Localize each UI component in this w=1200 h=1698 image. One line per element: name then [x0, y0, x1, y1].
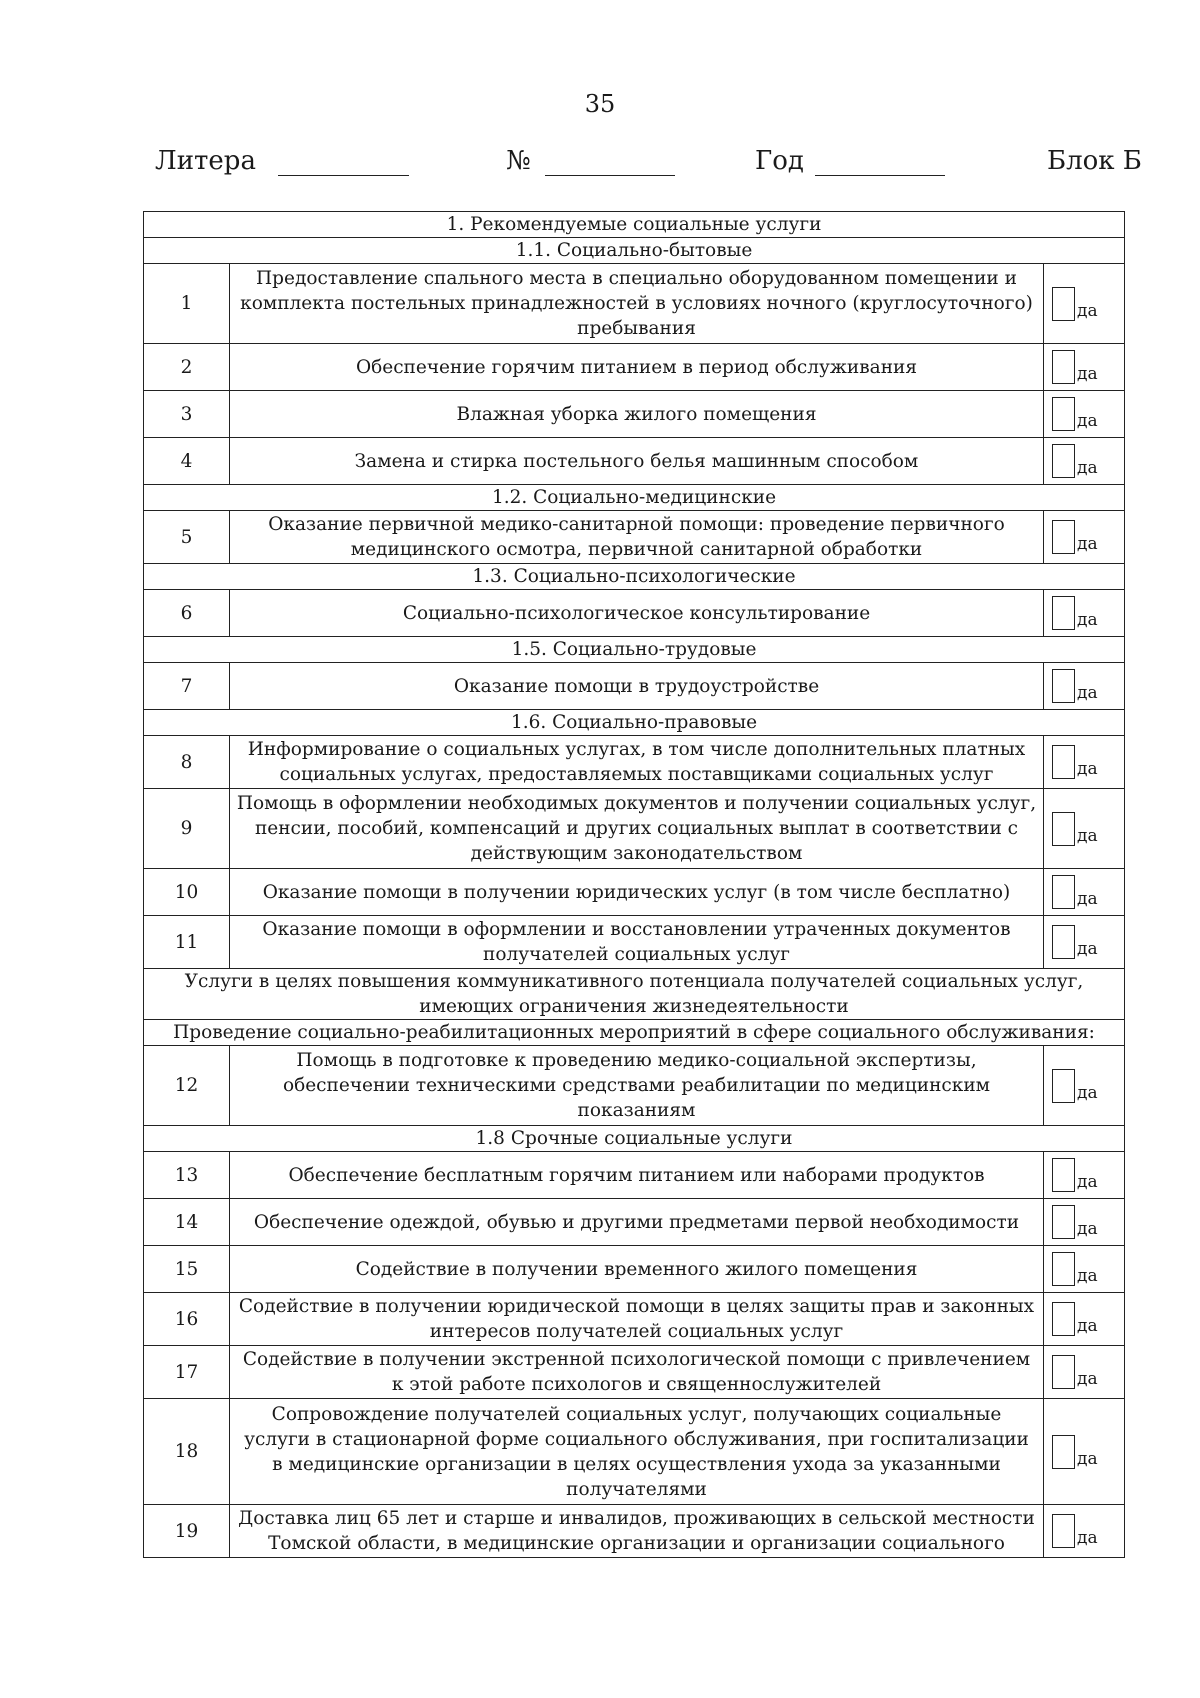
section-title: 1.2. Социально-медицинские [144, 485, 1125, 511]
service-row [144, 1399, 1125, 1505]
yes-checkbox-cell [1044, 438, 1125, 485]
litera-field[interactable] [278, 175, 409, 176]
yes-label: да [1077, 1528, 1098, 1548]
service-description: Содействие в получении экстренной психологической помощи с привлечением к этой работе психологов и священнослужителей [230, 1346, 1044, 1399]
service-description: Замена и стирка постельного белья машинным способом [230, 438, 1044, 485]
section-title: 1.6. Социально-правовые [144, 710, 1125, 736]
yes-checkbox-cell [1044, 1199, 1125, 1246]
yes-checkbox[interactable] [1052, 1205, 1075, 1239]
yes-checkbox[interactable] [1052, 444, 1075, 478]
yes-label: да [1077, 1369, 1098, 1389]
service-description: Содействие в получении юридической помощи в целях защиты прав и законных интересов получателей социальных услуг [230, 1293, 1044, 1346]
yes-checkbox-cell [1044, 663, 1125, 710]
service-row [144, 1246, 1125, 1293]
yes-checkbox-cell [1044, 1346, 1125, 1399]
yes-checkbox[interactable] [1052, 397, 1075, 431]
service-description: Оказание помощи в получении юридических услуг (в том числе бесплатно) [230, 869, 1044, 916]
service-number: 6 [144, 590, 230, 637]
number-field[interactable] [545, 175, 675, 176]
yes-checkbox[interactable] [1052, 669, 1075, 703]
section-header-row [144, 637, 1125, 663]
section-header-row [144, 485, 1125, 511]
section-title: 1.8 Срочные социальные услуги [144, 1126, 1125, 1152]
service-description: Оказание помощи в оформлении и восстановлении утраченных документов получателей социальных услуг [230, 916, 1044, 969]
yes-label: да [1077, 1082, 1098, 1103]
service-row [144, 511, 1125, 564]
yes-checkbox[interactable] [1052, 350, 1075, 384]
section-header-row [144, 212, 1125, 238]
yes-checkbox-cell [1044, 344, 1125, 391]
section-header-row [144, 238, 1125, 264]
yes-label: да [1077, 300, 1098, 321]
yes-checkbox[interactable] [1052, 1514, 1075, 1548]
yes-label: да [1077, 1316, 1098, 1336]
section-title: 1.3. Социально-психологические [144, 564, 1125, 590]
yes-checkbox-cell [1044, 391, 1125, 438]
service-row [144, 1346, 1125, 1399]
yes-checkbox-cell [1044, 789, 1125, 869]
service-description: Содействие в получении временного жилого помещения [230, 1246, 1044, 1293]
yes-checkbox-cell [1044, 1399, 1125, 1505]
service-number: 16 [144, 1293, 230, 1346]
section-title: Проведение социально-реабилитационных мероприятий в сфере социального обслуживания: [144, 1020, 1125, 1046]
service-number: 3 [144, 391, 230, 438]
yes-checkbox[interactable] [1052, 925, 1075, 959]
yes-checkbox[interactable] [1052, 745, 1075, 779]
service-number: 19 [144, 1505, 230, 1558]
yes-label: да [1077, 1219, 1098, 1239]
section-header-row [144, 710, 1125, 736]
service-row [144, 1199, 1125, 1246]
service-description: Оказание помощи в трудоустройстве [230, 663, 1044, 710]
yes-label: да [1077, 683, 1098, 703]
yes-checkbox[interactable] [1052, 520, 1075, 554]
yes-checkbox[interactable] [1052, 1302, 1075, 1336]
service-row [144, 1152, 1125, 1199]
service-row [144, 789, 1125, 869]
service-number: 11 [144, 916, 230, 969]
service-description: Сопровождение получателей социальных услуг, получающих социальные услуги в стационарной форме социального обслуживания, при госпитализации в медицинские организации в целях осуществления ухода за указанными получателями [230, 1399, 1044, 1505]
service-row [144, 344, 1125, 391]
service-description: Обеспечение горячим питанием в период обслуживания [230, 344, 1044, 391]
service-description: Доставка лиц 65 лет и старше и инвалидов, проживающих в сельской местности Томской области, в медицинские организации и организации социального [230, 1505, 1044, 1558]
services-table [143, 211, 1125, 1558]
yes-checkbox-cell [1044, 1246, 1125, 1293]
service-row [144, 1505, 1125, 1558]
block-label: Блок Б [1047, 146, 1142, 176]
yes-label: да [1077, 364, 1098, 384]
service-number: 18 [144, 1399, 230, 1505]
section-title: 1.1. Социально-бытовые [144, 238, 1125, 264]
yes-checkbox-cell [1044, 1152, 1125, 1199]
service-row [144, 736, 1125, 789]
service-number: 1 [144, 264, 230, 344]
yes-checkbox[interactable] [1052, 812, 1075, 846]
service-number: 4 [144, 438, 230, 485]
service-number: 9 [144, 789, 230, 869]
yes-checkbox-cell [1044, 869, 1125, 916]
yes-checkbox[interactable] [1052, 1435, 1075, 1469]
service-number: 2 [144, 344, 230, 391]
service-description: Информирование о социальных услугах, в том числе дополнительных платных социальных услугах, предоставляемых поставщиками социальных услуг [230, 736, 1044, 789]
yes-label: да [1077, 411, 1098, 431]
service-description: Помощь в подготовке к проведению медико-социальной экспертизы, обеспечении техническими средствами реабилитации по медицинским показаниям [230, 1046, 1044, 1126]
service-number: 15 [144, 1246, 230, 1293]
yes-label: да [1077, 1266, 1098, 1286]
service-description: Предоставление спального места в специально оборудованном помещении и комплекта постельных принадлежностей в условиях ночного (круглосуточного) пребывания [230, 264, 1044, 344]
service-row [144, 391, 1125, 438]
service-number: 17 [144, 1346, 230, 1399]
service-row [144, 916, 1125, 969]
service-description: Обеспечение бесплатным горячим питанием или наборами продуктов [230, 1152, 1044, 1199]
section-title: Услуги в целях повышения коммуникативного потенциала получателей социальных услуг, имеющих ограничения жизнедеятельности [144, 969, 1125, 1020]
service-row [144, 663, 1125, 710]
section-title: 1.5. Социально-трудовые [144, 637, 1125, 663]
service-number: 12 [144, 1046, 230, 1126]
yes-checkbox[interactable] [1052, 1158, 1075, 1192]
yes-checkbox[interactable] [1052, 875, 1075, 909]
service-description: Влажная уборка жилого помещения [230, 391, 1044, 438]
service-row [144, 1293, 1125, 1346]
service-number: 14 [144, 1199, 230, 1246]
service-number: 8 [144, 736, 230, 789]
yes-checkbox-cell [1044, 264, 1125, 344]
service-number: 5 [144, 511, 230, 564]
service-number: 7 [144, 663, 230, 710]
yes-checkbox-cell [1044, 1293, 1125, 1346]
service-row [144, 438, 1125, 485]
number-label: № [506, 146, 531, 176]
section-header-row [144, 564, 1125, 590]
yes-label: да [1077, 759, 1098, 779]
yes-checkbox[interactable] [1052, 596, 1075, 630]
yes-checkbox[interactable] [1052, 1252, 1075, 1286]
service-row [144, 590, 1125, 637]
yes-checkbox-cell [1044, 736, 1125, 789]
yes-checkbox[interactable] [1052, 1355, 1075, 1389]
section-header-row [144, 1126, 1125, 1152]
service-number: 13 [144, 1152, 230, 1199]
year-field[interactable] [815, 175, 945, 176]
section-title: 1. Рекомендуемые социальные услуги [144, 212, 1125, 238]
yes-checkbox-cell [1044, 590, 1125, 637]
yes-label: да [1077, 534, 1098, 554]
yes-label: да [1077, 458, 1098, 478]
service-description: Помощь в оформлении необходимых документов и получении социальных услуг, пенсии, пособий, компенсаций и других социальных выплат в соответствии с действующим законодательством [230, 789, 1044, 869]
yes-checkbox-cell [1044, 1505, 1125, 1558]
yes-checkbox[interactable] [1052, 287, 1075, 321]
yes-label: да [1077, 1172, 1098, 1192]
yes-label: да [1077, 825, 1098, 846]
yes-label: да [1077, 610, 1098, 630]
yes-label: да [1077, 1448, 1098, 1469]
service-row [144, 264, 1125, 344]
year-label: Год [755, 146, 804, 176]
yes-label: да [1077, 939, 1098, 959]
service-description: Обеспечение одеждой, обувью и другими предметами первой необходимости [230, 1199, 1044, 1246]
section-header-row [144, 969, 1125, 1020]
service-number: 10 [144, 869, 230, 916]
yes-checkbox-cell [1044, 1046, 1125, 1126]
service-row [144, 869, 1125, 916]
section-header-row [144, 1020, 1125, 1046]
yes-checkbox-cell [1044, 916, 1125, 969]
yes-checkbox-cell [1044, 511, 1125, 564]
service-row [144, 1046, 1125, 1126]
service-description: Социально-психологическое консультирование [230, 590, 1044, 637]
service-description: Оказание первичной медико-санитарной помощи: проведение первичного медицинского осмотра, первичной санитарной обработки [230, 511, 1044, 564]
yes-label: да [1077, 889, 1098, 909]
litera-label: Литера [155, 146, 256, 176]
page-number: 35 [584, 90, 616, 118]
yes-checkbox[interactable] [1052, 1069, 1075, 1103]
